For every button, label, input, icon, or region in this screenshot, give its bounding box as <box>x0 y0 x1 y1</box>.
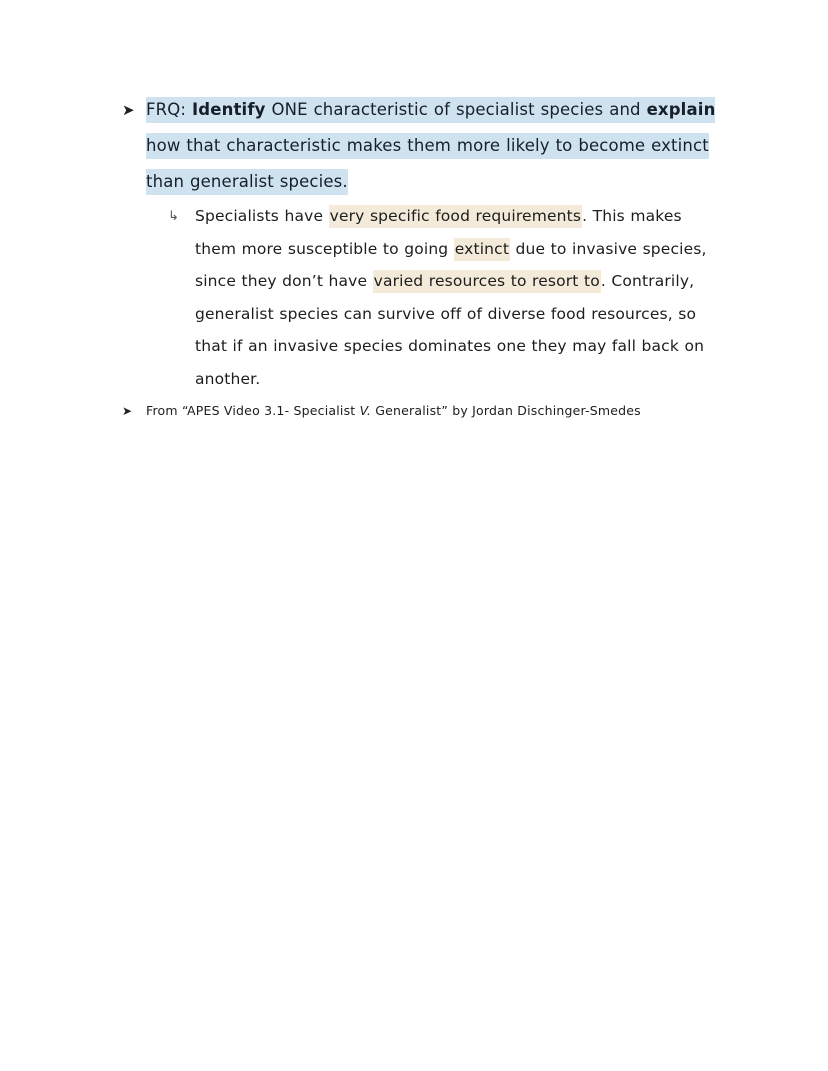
frq-label: FRQ: <box>146 100 187 119</box>
arrow-right-icon: ➤ <box>122 101 135 119</box>
frq-verb-explain: explain <box>646 100 716 119</box>
sub-arrow-icon: ↳ <box>168 209 179 224</box>
answer-highlight-1: very specific food requirements <box>329 205 582 228</box>
source-block <box>122 400 762 422</box>
answer-highlight-3: varied resources to resort to <box>373 270 601 293</box>
answer-block <box>168 200 728 396</box>
source-middle: Generalist” by Jordan Dischinger-Smedes <box>371 403 641 418</box>
frq-prompt-row <box>122 92 722 200</box>
frq-part-2: how that characteristic makes them more likely to become extinct than generalist species. <box>146 136 709 191</box>
answer-row <box>168 200 728 396</box>
source-text <box>146 400 762 422</box>
answer-highlight-2: extinct <box>454 238 510 261</box>
frq-prompt-block <box>122 92 722 200</box>
answer-seg-2: . This makes them more susceptible to going <box>195 207 682 258</box>
answer-seg-4: . Contrarily, generalist species can survive off of diverse food resources, so that if an invasive species dominates one they may fall back on another. <box>195 272 705 388</box>
frq-prompt-text <box>146 92 722 200</box>
frq-verb-identify: Identify <box>192 100 266 119</box>
answer-seg-3: due to invasive species, since they don’t have <box>195 239 707 291</box>
frq-part-1: ONE characteristic of specialist species and <box>265 100 647 119</box>
source-row <box>122 400 762 422</box>
source-prefix: From “APES Video 3.1- Specialist <box>146 403 360 418</box>
answer-seg-1: Specialists have <box>195 207 329 225</box>
arrow-right-icon: ➤ <box>122 404 133 418</box>
answer-text <box>195 200 728 396</box>
source-italic: V. <box>359 403 372 418</box>
